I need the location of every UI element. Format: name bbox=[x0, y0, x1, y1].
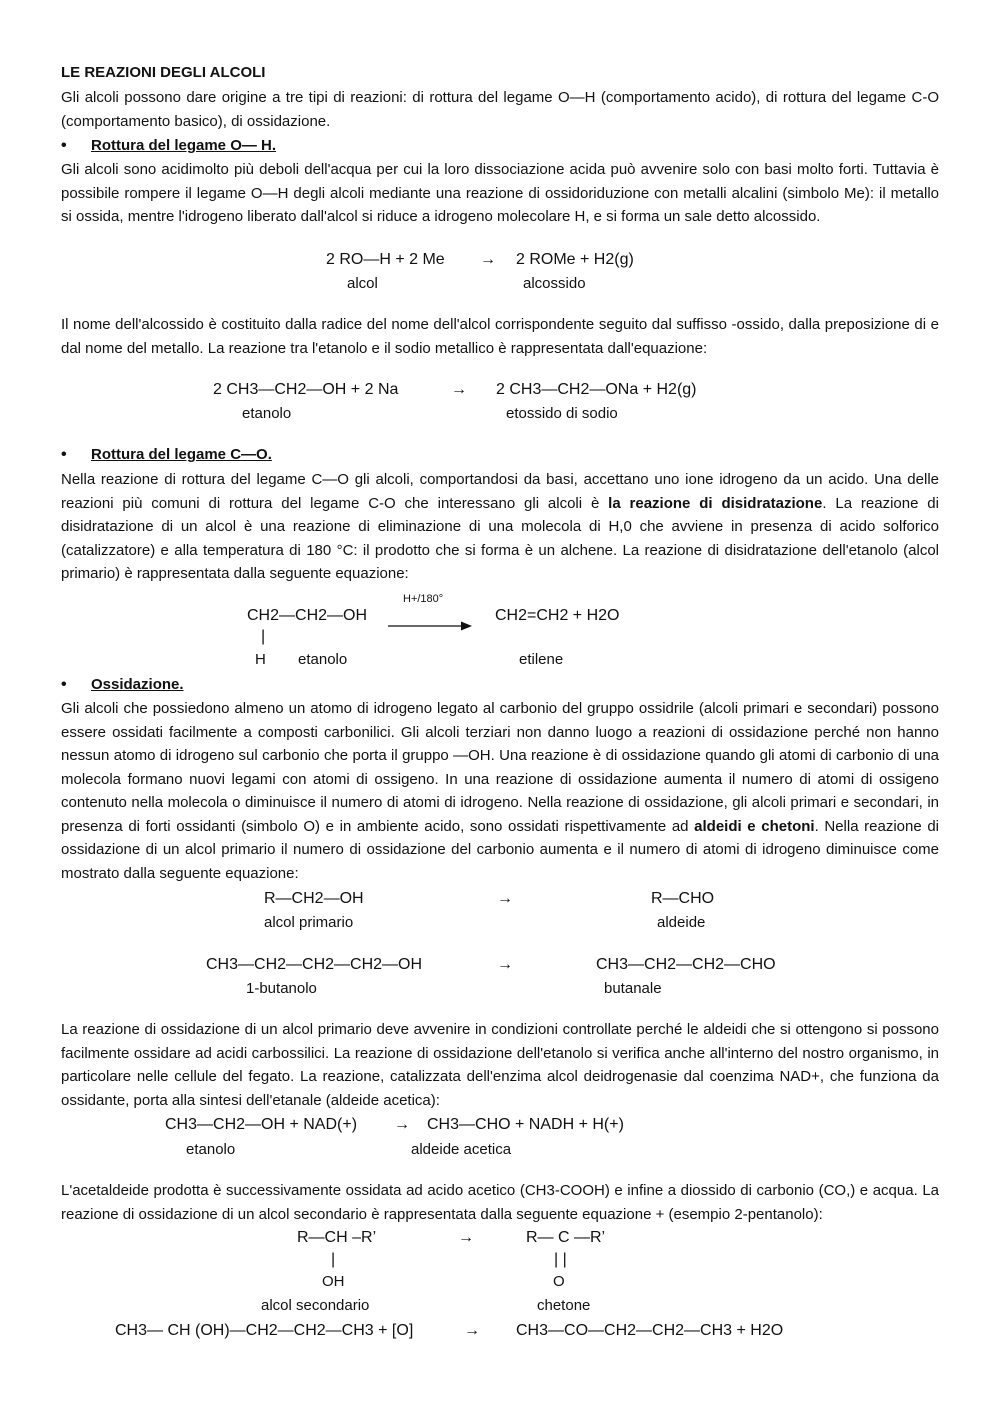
reaction-arrow-icon bbox=[386, 619, 474, 633]
equation-right: 2 CH3—CH2—ONa + H2(g) bbox=[496, 381, 697, 398]
arrow-icon: → bbox=[458, 1229, 474, 1246]
arrow-icon: → bbox=[394, 1116, 410, 1133]
equation-right: CH3—CHO + NADH + H(+) bbox=[427, 1116, 624, 1133]
intro-paragraph: Gli alcoli possono dare origine a tre tipi di reazioni: di rottura del legame O—H (comportamento acido), di rottura del legame C-O (comportamento basico), di ossidazione. bbox=[61, 89, 939, 130]
equation-right: CH3—CH2—CH2—CHO bbox=[596, 956, 776, 973]
section1-paragraph-2: Il nome dell'alcossido è costituito dalla radice del nome dell'alcol corrispondente seguito dal suffisso -ossido, dalla preposizione di e dal nome del metallo. La reazione tra l'etanolo e il sodio metallico è rappresentata dall'equazione: bbox=[61, 316, 939, 357]
arrow-icon: → bbox=[451, 381, 467, 398]
double-bond-line: | | bbox=[554, 1251, 567, 1268]
paragraph-text: . Nella reazione di ossidazione di un alcol primario il numero di ossidazione del carbonio aumenta e il numero di atomi di idrogeno diminuisce come mostrato dalla seguente equazione: bbox=[61, 817, 939, 882]
section-heading-text: Ossidazione. bbox=[91, 676, 184, 693]
equation-right: CH3—CO—CH2—CH2—CH3 + H2O bbox=[516, 1322, 784, 1339]
equation-label: etossido di sodio bbox=[506, 405, 618, 422]
bullet-icon: • bbox=[61, 446, 67, 463]
equation-label: 1-butanolo bbox=[246, 980, 317, 997]
oxygen-atom: O bbox=[553, 1273, 565, 1290]
arrow-icon: → bbox=[497, 890, 513, 907]
arrow-icon: → bbox=[480, 251, 496, 268]
arrow-icon: → bbox=[464, 1322, 480, 1339]
paragraph-bold-text: la reazione di disidratazione bbox=[608, 494, 823, 512]
section2-paragraph bbox=[61, 468, 939, 586]
section-heading-text: Rottura del legame C—O. bbox=[91, 446, 272, 463]
paragraph-text: Nella reazione di rottura del legame C—O gli alcoli, comportandosi da basi, accettano uno ione idrogeno da un acido. Una delle reazioni più comuni di rottura del legame C-O che interessano gli alcoli è bbox=[61, 471, 939, 512]
hydroxyl-group: OH bbox=[322, 1273, 345, 1290]
equation-right: 2 ROMe + H2(g) bbox=[516, 251, 634, 268]
equation-left: R—CH –R’ bbox=[297, 1229, 377, 1246]
equation-left: CH3— CH (OH)—CH2—CH2—CH3 + [O] bbox=[115, 1322, 414, 1339]
paragraph-bold-text: aldeidi e chetoni bbox=[694, 817, 815, 835]
equation-label: chetone bbox=[537, 1297, 591, 1314]
equation-right: R—CHO bbox=[651, 890, 715, 907]
equation-label: aldeide bbox=[657, 914, 706, 931]
section1-paragraph-1: Gli alcoli sono acidimolto più deboli dell'acqua per cui la loro dissociazione acida può avvenire solo con basi molto forti. Tuttavia è possibile rompere il legame O—H degli alcoli mediante una reazione di ossidoriduzione con metalli alcalini (simbolo Me): il metallo si ossida, mentre l'idrogeno liberato dall'alcol si riduce a idrogeno molecolare H, e si forma un sale detto alcossido. bbox=[61, 161, 939, 225]
equation-label: alcol secondario bbox=[261, 1297, 370, 1314]
equation-label: alcossido bbox=[523, 275, 586, 292]
equation-label: alcol bbox=[347, 275, 378, 292]
bullet-icon: • bbox=[61, 676, 67, 693]
equation-left: CH2—CH2—OH bbox=[247, 607, 368, 624]
page-title: LE REAZIONI DEGLI ALCOLI bbox=[61, 64, 266, 81]
equation-label: butanale bbox=[604, 980, 662, 997]
equation-right: CH2=CH2 + H2O bbox=[495, 607, 620, 624]
section3-paragraph bbox=[61, 697, 939, 885]
arrow-icon: → bbox=[497, 956, 513, 973]
equation-label: etilene bbox=[519, 651, 564, 668]
bond-line: | bbox=[261, 628, 266, 645]
section3-paragraph-3: L'acetaldeide prodotta è successivamente ossidata ad acido acetico (CH3-COOH) e infine a diossido di carbonio (CO,) e acqua. La reazione di ossidazione di un alcol secondario è rappresentata dalla seguente equazione + (esempio 2-pentanolo): bbox=[61, 1182, 939, 1223]
equation-label: etanolo bbox=[298, 651, 348, 668]
equation-label: etanolo bbox=[242, 405, 292, 422]
equation-left: 2 CH3—CH2—OH + 2 Na bbox=[213, 381, 399, 398]
equation-label: alcol primario bbox=[264, 914, 354, 931]
equation-label: aldeide acetica bbox=[411, 1141, 512, 1158]
paragraph-text: Gli alcoli che possiedono almeno un atomo di idrogeno legato al carbonio del gruppo ossidrile (alcoli primari e secondari) possono essere ossidati facilmente a composti carbonilici. Gli alcoli terziari non danno luogo a reazioni di ossidazione perché non hanno nessun atomo di idrogeno sul carbonio che porta il gruppo —OH. Una reazione è di ossidazione quando gli atomi di carbonio di una molecola formano nuovi legami con atomi di ossigeno. In una reazione di ossidazione aumenta il numero di atomi di ossigeno contenuto nella molecola o diminuisce il numero di atomi di idrogeno. Nella reazione di ossidazione, gli alcoli primari e secondari, in presenza di forti ossidanti (simbolo O) e in ambiente acido, sono ossidati rispettivamente ad bbox=[61, 700, 939, 835]
reaction-condition: H+/180° bbox=[403, 593, 444, 605]
equation-left: 2 RO—H + 2 Me bbox=[326, 251, 445, 268]
equation-left: CH3—CH2—OH + NAD(+) bbox=[165, 1116, 358, 1133]
equation-left: R—CH2—OH bbox=[264, 890, 364, 907]
bullet-icon: • bbox=[61, 137, 67, 154]
section-heading-text: Rottura del legame O— H. bbox=[91, 137, 277, 154]
hydrogen-atom: H bbox=[255, 651, 266, 668]
equation-right: R— C —R’ bbox=[526, 1229, 606, 1246]
section3-paragraph-2: La reazione di ossidazione di un alcol primario deve avvenire in condizioni controllate perché le aldeidi che si ottengono si possono facilmente ossidare ad acidi carbossilici. La reazione di ossidazione dell'etanolo si verifica anche all'interno del nostro organismo, in particolare nelle cellule del fegato. La reazione, catalizzata dell'enzima alcol deidrogenasie dal coenzima NAD+, che funziona da ossidante, porta alla sintesi dell'etanale (aldeide acetica): bbox=[61, 1021, 939, 1109]
paragraph-text: . La reazione di disidratazione di un alcol è una reazione di eliminazione di una molecola di H,0 che avviene in presenza di acido solforico (catalizzatore) e alla temperatura di 180 °C: il prodotto che si forma è un alchene. La reazione di disidratazione dell'etanolo (alcol primario) è rappresentata dalla seguente equazione: bbox=[61, 494, 939, 582]
equation-label: etanolo bbox=[186, 1141, 236, 1158]
bond-line: | bbox=[331, 1251, 336, 1268]
equation-left: CH3—CH2—CH2—CH2—OH bbox=[206, 956, 423, 973]
